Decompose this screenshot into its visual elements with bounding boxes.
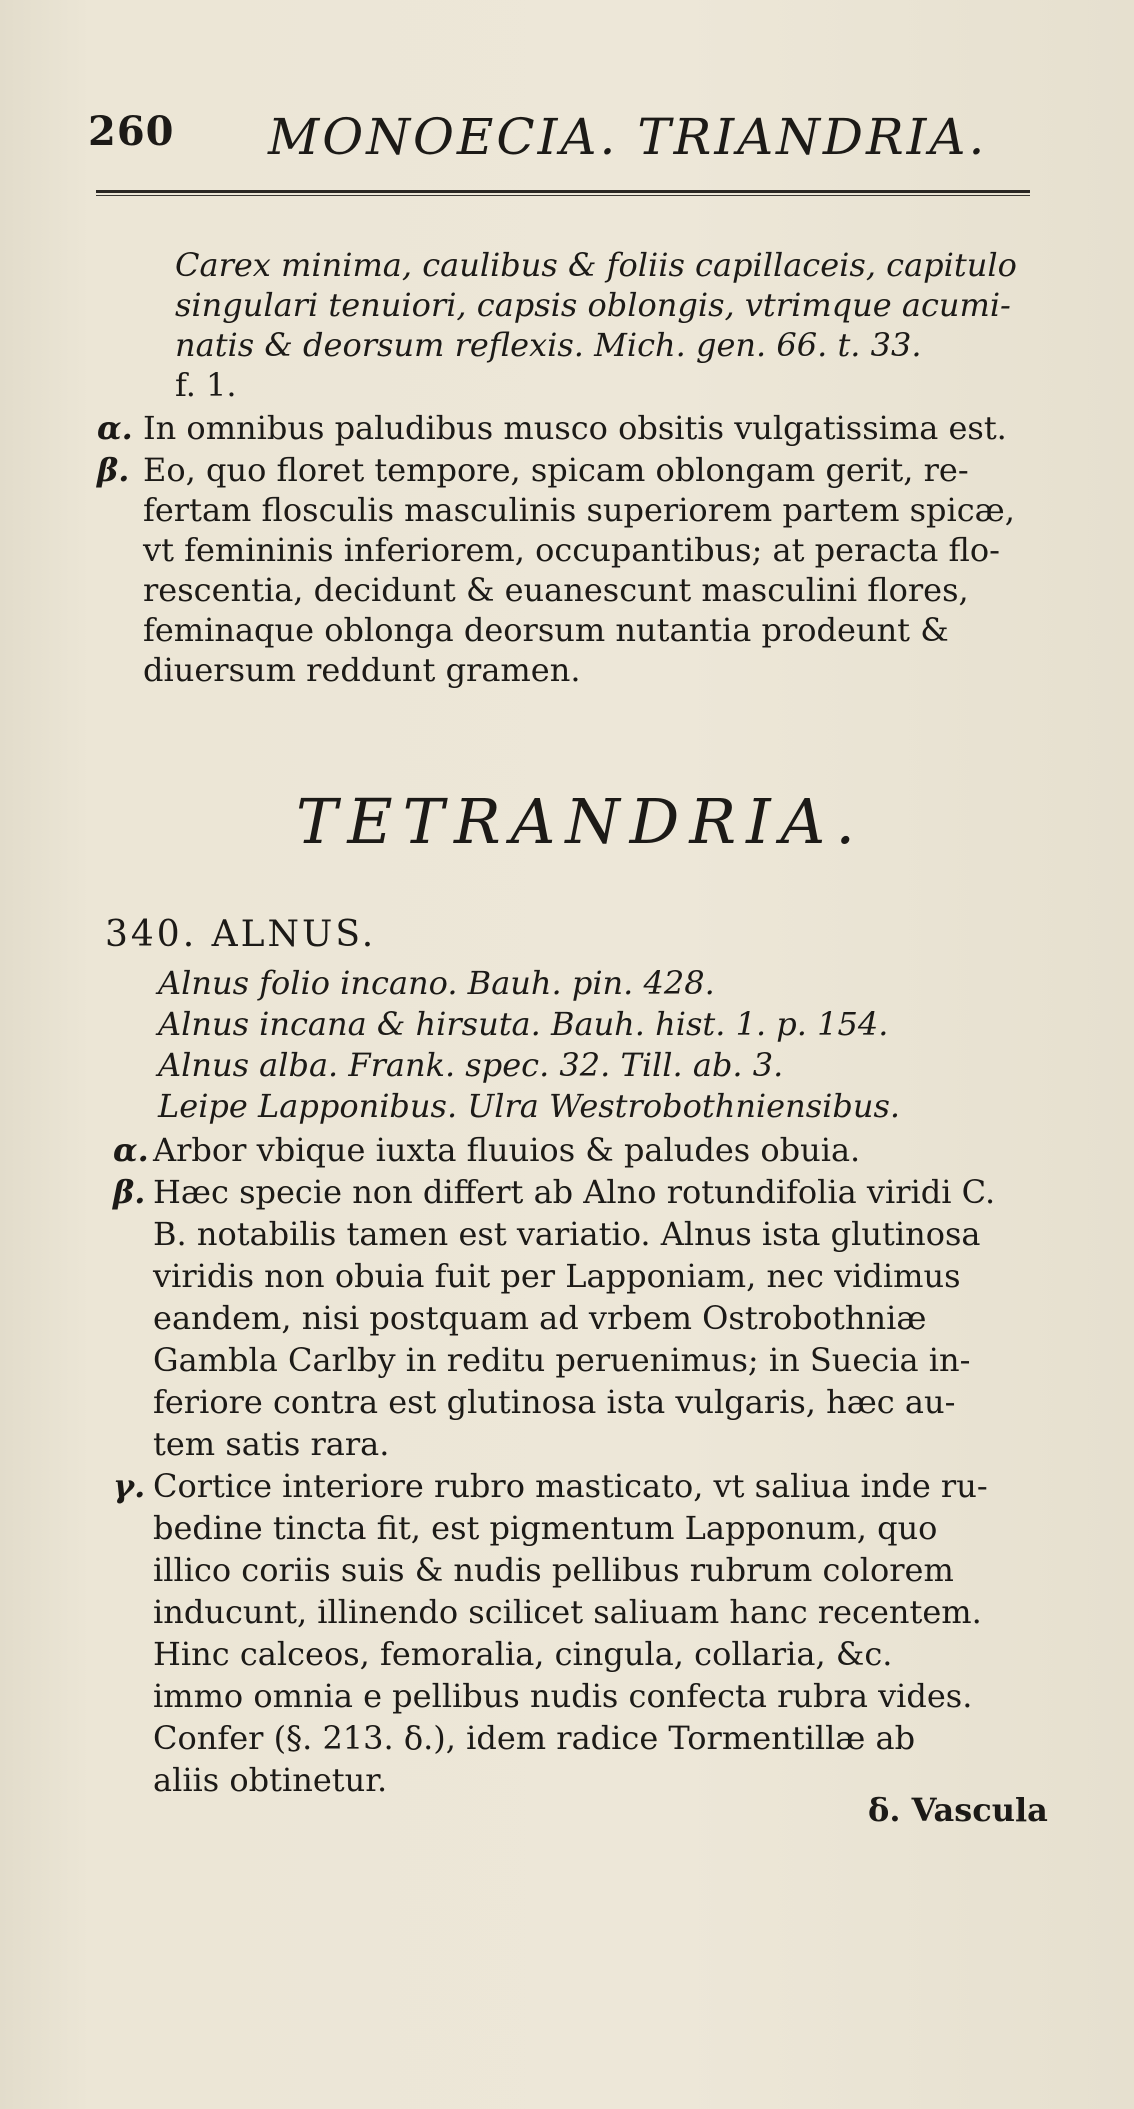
- alnus-alpha-line: Arbor vbique iuxta fluuios & paludes obuia.: [153, 1131, 861, 1169]
- running-head: MONOECIA. TRIANDRIA.: [268, 108, 988, 166]
- synonym-line: Leipe Lapponibus. Ulra Westrobothniensibus.: [158, 1087, 901, 1125]
- carex-beta-line: fertam flosculis masculinis superiorem partem spicæ,: [143, 491, 1015, 529]
- carex-alpha-marker: α.: [97, 409, 133, 447]
- alnus-beta-line: viridis non obuia fuit per Lapponiam, nec vidimus: [153, 1257, 961, 1295]
- page-number: 260: [88, 108, 175, 155]
- alnus-gamma-line: bedine tincta fit, est pigmentum Lapponum, quo: [153, 1509, 938, 1547]
- alnus-beta-line: Hæc specie non differt ab Alno rotundifolia viridi C.: [153, 1173, 996, 1211]
- alnus-beta-line: eandem, nisi postquam ad vrbem Ostrobothniæ: [153, 1299, 927, 1337]
- alnus-gamma-line: inducunt, illinendo scilicet saliuam hanc recentem.: [153, 1593, 982, 1631]
- alnus-alpha-marker: α.: [113, 1131, 149, 1169]
- carex-alpha-line: In omnibus paludibus musco obsitis vulgatissima est.: [143, 409, 1007, 447]
- alnus-gamma-line: illico coriis suis & nudis pellibus rubrum colorem: [153, 1551, 954, 1589]
- entry-number: 340.: [105, 914, 198, 955]
- header-rule-thin: [96, 195, 1030, 196]
- synonym-line: Alnus folio incano. Bauh. pin. 428.: [158, 964, 715, 1002]
- carex-beta-line: rescentia, decidunt & euanescunt masculini flores,: [143, 571, 969, 609]
- synonym-line: Alnus alba. Frank. spec. 32. Till. ab. 3.: [158, 1046, 784, 1084]
- alnus-gamma-line: Cortice interiore rubro masticato, vt saliua inde ru-: [153, 1467, 988, 1505]
- alnus-beta-line: feriore contra est glutinosa ista vulgaris, hæc au-: [153, 1383, 956, 1421]
- synonym-line: Alnus incana & hirsuta. Bauh. hist. 1. p. 154.: [158, 1005, 889, 1043]
- alnus-gamma-line: Hinc calceos, femoralia, cingula, collaria, &c.: [153, 1635, 893, 1673]
- alnus-beta-line: Gambla Carlby in reditu peruenimus; in Suecia in-: [153, 1341, 971, 1379]
- carex-beta-line: Eo, quo floret tempore, spicam oblongam gerit, re-: [143, 451, 969, 489]
- genus-name: ALNUS.: [211, 914, 377, 955]
- alnus-gamma-marker: γ.: [113, 1467, 146, 1505]
- alnus-beta-line: tem satis rara.: [153, 1425, 390, 1463]
- carex-beta-line: diuersum reddunt gramen.: [143, 651, 581, 689]
- carex-beta-line: vt femininis inferiorem, occupantibus; at peracta flo-: [143, 531, 1000, 569]
- alnus-heading: [105, 913, 376, 957]
- alnus-gamma-line: immo omnia e pellibus nudis confecta rubra vides.: [153, 1677, 973, 1715]
- carex-line: singulari tenuiori, capsis oblongis, vtrimque acumi-: [175, 286, 1011, 324]
- alnus-beta-line: B. notabilis tamen est variatio. Alnus ista glutinosa: [153, 1215, 981, 1253]
- alnus-beta-marker: β.: [113, 1173, 146, 1211]
- carex-line: natis & deorsum reflexis. Mich. gen. 66. t. 33.: [175, 326, 922, 364]
- carex-line: f. 1.: [175, 366, 237, 404]
- alnus-gamma-line: aliis obtinetur.: [153, 1761, 388, 1799]
- carex-beta-line: feminaque oblonga deorsum nutantia prodeunt &: [143, 611, 949, 649]
- carex-line: Carex minima, caulibus & foliis capillaceis, capitulo: [175, 246, 1017, 284]
- alnus-gamma-line: Confer (§. 213. δ.), idem radice Tormentillæ ab: [153, 1719, 916, 1757]
- carex-beta-marker: β.: [97, 451, 130, 489]
- catchword: δ. Vascula: [868, 1791, 1048, 1829]
- section-heading: TETRANDRIA.: [296, 785, 866, 858]
- header-rule: [96, 190, 1030, 193]
